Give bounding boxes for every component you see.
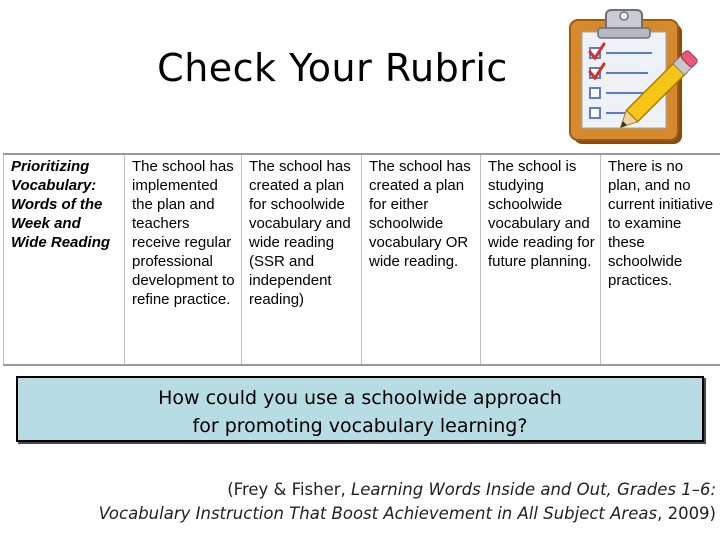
rubric-level-cell: The school is studying schoolwide vocabulary and wide reading for future planning. — [481, 154, 601, 365]
citation-year: , 2009) — [657, 504, 716, 523]
rubric-table — [3, 153, 720, 366]
citation-title-part-1: Learning Words Inside and Out, Grades 1–6: — [351, 480, 716, 499]
citation-authors: (Frey & Fisher, — [227, 480, 352, 499]
citation — [0, 478, 716, 526]
rubric-level-cell: The school has created a plan for either schoolwide vocabulary OR wide reading. — [362, 154, 481, 365]
rubric-level-cell: The school has created a plan for schoolwide vocabulary and wide reading (SSR and independent reading) — [242, 154, 362, 365]
rubric-level-cell: The school has implemented the plan and teachers receive regular professional development to refine practice. — [125, 154, 242, 365]
citation-title-part-2: Vocabulary Instruction That Boost Achievement in All Subject Areas — [98, 504, 658, 523]
slide-title: Check Your Rubric — [157, 46, 508, 90]
question-line-1: How could you use a schoolwide approach — [158, 387, 562, 409]
question-line-2: for promoting vocabulary learning? — [192, 415, 528, 437]
citation-line-1 — [0, 478, 716, 502]
citation-line-2 — [0, 502, 716, 526]
rubric-criterion: Prioritizing Vocabulary: Words of the Week and Wide Reading — [4, 154, 125, 365]
discussion-question-box — [16, 376, 704, 442]
clipboard-icon — [556, 2, 702, 148]
rubric-row — [4, 154, 720, 365]
rubric-level-cell: There is no plan, and no current initiative to examine these schoolwide practices. — [601, 154, 720, 365]
